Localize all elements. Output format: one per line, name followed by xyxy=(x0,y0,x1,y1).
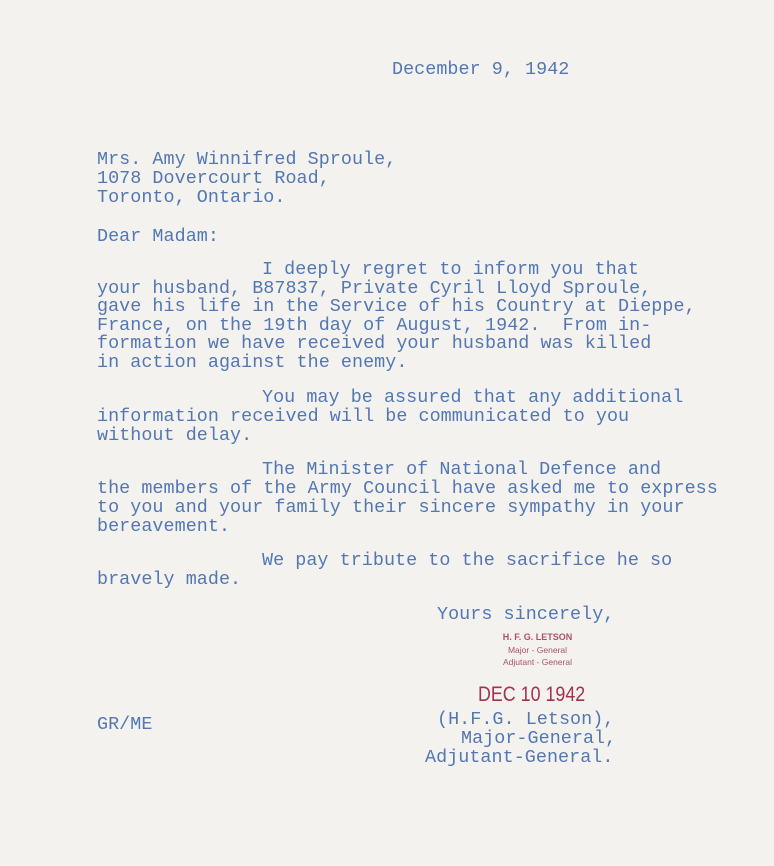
paragraph-line: your husband, B87837, Private Cyril Lloyd Sproule, xyxy=(97,278,652,299)
paragraph-line: I deeply regret to inform you that xyxy=(262,259,639,280)
paragraph-line: the members of the Army Council have asked me to express xyxy=(97,478,718,499)
paragraph-line: France, on the 19th day of August, 1942. From in- xyxy=(97,315,652,336)
paragraph-line: bereavement. xyxy=(97,516,231,537)
typist-initials: GR/ME xyxy=(97,714,153,735)
paragraph-line: We pay tribute to the sacrifice he so xyxy=(262,550,673,571)
signature-line: (H.F.G. Letson), xyxy=(437,709,615,730)
address-line: Toronto, Ontario. xyxy=(97,187,286,208)
received-date-stamp: DEC 10 1942 xyxy=(478,683,586,706)
stamp-rank: Major - General xyxy=(507,645,568,655)
paragraph-line: without delay. xyxy=(97,425,253,446)
stamp-name: H. F. G. LETSON xyxy=(502,632,573,642)
paragraph-line: bravely made. xyxy=(97,569,242,590)
salutation: Dear Madam: xyxy=(97,226,219,247)
closing: Yours sincerely, xyxy=(437,604,615,625)
paragraph-line: gave his life in the Service of his Country at Dieppe, xyxy=(97,296,696,317)
signature-line: Adjutant-General. xyxy=(425,747,614,768)
stamp-title: Adjutant - General xyxy=(503,657,572,667)
paragraph-line: to you and your family their sincere sympathy in your xyxy=(97,497,685,518)
paragraph-line: The Minister of National Defence and xyxy=(262,459,662,480)
paragraph-line: You may be assured that any additional xyxy=(262,387,684,408)
paragraph-line: in action against the enemy. xyxy=(97,352,408,373)
address-line: Mrs. Amy Winnifred Sproule, xyxy=(97,149,397,170)
signature-line: Major-General, xyxy=(461,728,617,749)
address-line: 1078 Dovercourt Road, xyxy=(97,168,330,189)
letter-date: December 9, 1942 xyxy=(392,59,570,80)
paragraph-line: information received will be communicated to you xyxy=(97,406,630,427)
paragraph-line: formation we have received your husband was killed xyxy=(97,333,652,354)
